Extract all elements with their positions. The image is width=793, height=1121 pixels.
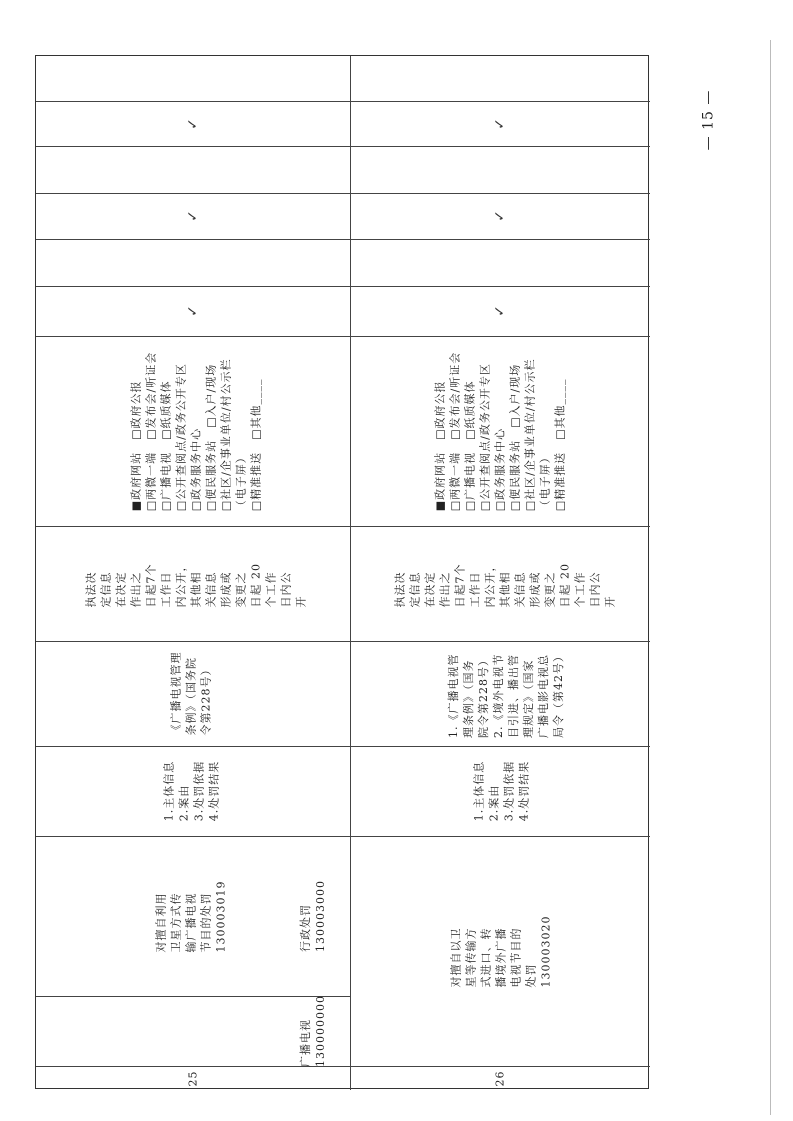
row-25-item: 对擅自利用 卫星方式传 输广播电视 节目的处罚 130003019 <box>154 880 228 952</box>
row-26-basis: 1.《广播电视管 理条例》（国务 院令第228号） 2.《境外电视节 目引进、播出管 理规定》（国家 广播电影电视总 局令（第42号） <box>447 649 565 738</box>
page-number: — 15 — <box>700 89 716 151</box>
row-26-check-5: ✓ <box>491 117 508 130</box>
row-26-check-2 <box>350 239 650 286</box>
row-25-check-5: ✓ <box>184 117 201 130</box>
row-25-deadline: 执法决 定信息 在决定 作出之 日起7个 工作日 内公开， 其他相 关信息 形成或 变更之 日起 20 个工作 日内公 开 <box>84 559 308 608</box>
page-edge-line <box>770 40 771 1115</box>
row-25-content: 1.主体信息 2.案由 3.处罚依据 4.处罚结果 <box>162 760 220 822</box>
row-26-check-4 <box>350 146 650 193</box>
row-26-check-6 <box>350 56 650 101</box>
row-25-check-6 <box>36 56 350 101</box>
row-26-seq: 26 <box>493 1070 507 1086</box>
row-25-subject-text <box>126 526 276 641</box>
disclosure-table <box>35 55 649 1089</box>
row-25-basis: 《广播电视管理 条例》（国务院 令第228号） <box>169 651 213 736</box>
row-25-check-3: ✓ <box>184 210 201 222</box>
row-26-channels: ■政府网站 □政府公报 □两微一端 □发布会/听证会 □广播电视 □纸质媒体 □公开查阅点/政务公开专区 □政务服务中心 □便民服务站 □入户/现场 □社区/企事业单位/村公示栏 （电子屏） □精准推送 □其他____ <box>433 351 567 511</box>
row-26-check-1: ✓ <box>491 305 508 317</box>
row-25-seq: 25 <box>186 1070 200 1086</box>
row-26-content: 1.主体信息 2.案由 3.处罚依据 4.处罚结果 <box>472 760 530 822</box>
row-25-check-4 <box>36 146 350 193</box>
row-26-check-3: ✓ <box>491 210 508 222</box>
row-25-type: 行政处罚 130003000 <box>299 880 327 952</box>
row-25-channels: ■政府网站 □政府公报 □两微一端 □发布会/听证会 □广播电视 □纸质媒体 □公开查阅点/政务公开专区 □政务服务中心 □便民服务站 □入户/现场 □社区/企事业单位/村公示栏 （电子屏） □精准推送 □其他____ <box>129 351 263 511</box>
row-25-check-1: ✓ <box>184 305 201 317</box>
row-25-category: 广播电视 130000000 <box>299 995 327 1067</box>
row-26-deadline: 执法决 定信息 在决定 作出之 日起7个 工作日 内公开， 其他相 关信息 形成或 变更之 日起 20 个工作 日内公 开 <box>393 559 617 608</box>
row-25-check-2 <box>36 239 350 286</box>
row-26-item: 对擅自以卫 星等传输方 式进口、转 播境外广播 电视节目的 处罚 130003020 <box>449 915 553 987</box>
